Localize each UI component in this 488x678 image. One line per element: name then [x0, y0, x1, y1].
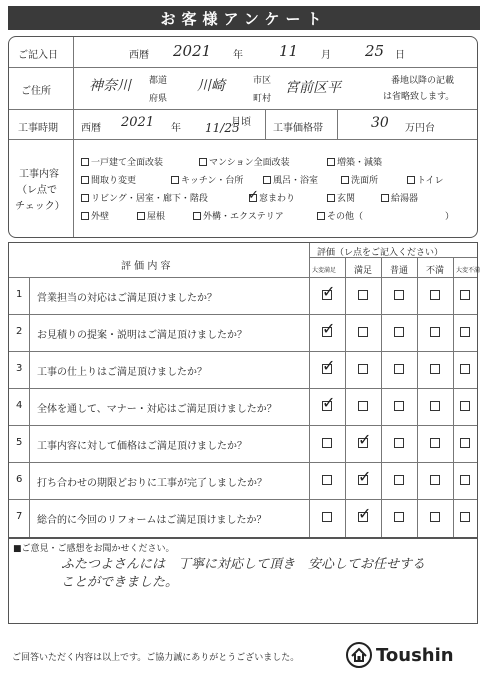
comment-line-1: ふたつよさんには 丁寧に対応して頂き 安心してお任せする	[61, 557, 426, 572]
work-option[interactable]: 屋根	[137, 209, 165, 222]
rating-checkbox[interactable]	[322, 290, 332, 300]
date-era: 西暦	[129, 50, 149, 61]
customer-info-section	[8, 36, 478, 238]
question-number: 6	[16, 474, 23, 485]
rating-checkbox[interactable]	[460, 512, 470, 522]
question-number: 3	[16, 363, 23, 374]
eval-col-header: 不満	[426, 266, 445, 276]
rating-checkbox[interactable]	[322, 512, 332, 522]
period-month-unit: 月頃	[231, 117, 251, 128]
address-city-value: 川崎	[197, 78, 225, 94]
question-text: 営業担当の対応はご満足頂けましたか？	[37, 293, 217, 304]
rating-checkbox[interactable]	[460, 475, 470, 485]
rating-checkbox[interactable]	[460, 401, 470, 411]
work-option[interactable]: 外壁	[81, 209, 109, 222]
rating-checkbox[interactable]	[460, 438, 470, 448]
work-option[interactable]: リビング・居室・廊下・階段	[81, 191, 208, 204]
rating-checkbox[interactable]	[394, 401, 404, 411]
period-label: 工事時期	[18, 123, 58, 134]
period-year-value: 2021	[121, 115, 155, 130]
work-option[interactable]: 玄関	[327, 191, 355, 204]
period-month-value: 11/25	[205, 121, 240, 135]
rating-checkbox[interactable]	[394, 364, 404, 374]
rating-checkbox[interactable]	[460, 290, 470, 300]
rating-checkbox[interactable]	[430, 475, 440, 485]
work-option[interactable]: 間取り変更	[81, 173, 136, 186]
rating-checkbox[interactable]	[322, 438, 332, 448]
rating-checkbox[interactable]	[430, 401, 440, 411]
rating-checkbox[interactable]	[358, 438, 368, 448]
comment-label: ■ご意見・ご感想をお聞かせください。	[13, 544, 175, 554]
eval-col-header: 大変満足	[312, 267, 337, 274]
rating-checkbox[interactable]	[430, 364, 440, 374]
address-city-unit-top: 市区	[253, 76, 272, 86]
eval-header-eval: 評価（レ点をご記入ください）	[317, 248, 444, 258]
question-text: 工事内容に対して価格はご満足頂けましたか？	[37, 441, 247, 452]
rating-checkbox[interactable]	[430, 512, 440, 522]
question-number: 1	[16, 289, 23, 300]
work-label-line3: チェック）	[15, 201, 65, 212]
address-note-line2: は省略致します。	[383, 92, 455, 102]
work-option[interactable]: 風呂・浴室	[263, 173, 318, 186]
eval-col-header: 満足	[354, 266, 373, 276]
rating-checkbox[interactable]	[430, 438, 440, 448]
rating-checkbox[interactable]	[394, 327, 404, 337]
rating-checkbox[interactable]	[394, 290, 404, 300]
page-title: お客様アンケート	[8, 6, 480, 30]
period-era: 西暦	[81, 123, 101, 134]
question-text: 総合的に今回のリフォームはご満足頂けましたか？	[37, 515, 267, 526]
price-unit: 万円台	[405, 123, 435, 134]
rating-checkbox[interactable]	[394, 438, 404, 448]
footer-text: ご回答いただく内容は以上です。ご協力誠にありがとうございました。	[12, 653, 300, 663]
work-option[interactable]: トイレ	[407, 173, 444, 186]
address-label: ご住所	[21, 86, 51, 97]
question-number: 5	[16, 437, 23, 448]
period-year-unit: 年	[171, 123, 181, 134]
work-label-line2: （レ点で	[17, 185, 57, 196]
work-other-close: ）	[445, 212, 455, 222]
address-town-value: 宮前区平	[285, 80, 341, 96]
date-day-value: 25	[365, 42, 385, 60]
rating-checkbox[interactable]	[460, 327, 470, 337]
work-option[interactable]: 外構・エクステリア	[193, 209, 284, 222]
rating-checkbox[interactable]	[322, 327, 332, 337]
date-label: ご記入日	[18, 50, 58, 61]
brand-logo	[346, 642, 454, 668]
rating-checkbox[interactable]	[430, 327, 440, 337]
house-logo-icon	[346, 642, 372, 668]
question-text: お見積りの提案・説明はご満足頂けましたか？	[37, 330, 247, 341]
rating-checkbox[interactable]	[358, 475, 368, 485]
date-month-unit: 月	[321, 50, 331, 61]
question-text: 工事の仕上りはご満足頂けましたか？	[37, 367, 207, 378]
question-number: 2	[16, 326, 23, 337]
question-text: 打ち合わせの期限どおりに工事が完了しましたか？	[37, 478, 267, 489]
rating-checkbox[interactable]	[358, 290, 368, 300]
brand-name: Toushin	[376, 644, 454, 666]
comment-line-2: ことができました。	[61, 575, 179, 590]
rating-checkbox[interactable]	[322, 364, 332, 374]
work-option-checked[interactable]: ✓ 窓まわり	[249, 191, 295, 204]
eval-col-header: 普通	[390, 266, 409, 276]
work-option[interactable]: キッチン・台所	[171, 173, 243, 186]
eval-col-header: 大変不満	[456, 267, 481, 274]
work-label-line1: 工事内容	[19, 169, 59, 180]
rating-checkbox[interactable]	[430, 290, 440, 300]
rating-checkbox[interactable]	[358, 401, 368, 411]
address-pref-value: 神奈川	[89, 78, 131, 94]
rating-checkbox[interactable]	[322, 401, 332, 411]
rating-checkbox[interactable]	[394, 475, 404, 485]
address-pref-unit-top: 都道	[149, 76, 168, 86]
rating-checkbox[interactable]	[394, 512, 404, 522]
work-option[interactable]: 給湯器	[381, 191, 418, 204]
price-label: 工事価格帯	[273, 123, 323, 134]
rating-checkbox[interactable]	[322, 475, 332, 485]
address-pref-unit-bottom: 府県	[149, 94, 168, 104]
address-note-line1: 番地以降の記載	[391, 76, 455, 86]
work-option[interactable]: その他（	[317, 209, 363, 222]
work-option[interactable]: 洗面所	[341, 173, 378, 186]
question-number: 4	[16, 400, 23, 411]
rating-checkbox[interactable]	[460, 364, 470, 374]
work-option[interactable]: マンション全面改装	[199, 155, 290, 168]
rating-checkbox[interactable]	[358, 364, 368, 374]
address-city-unit-bottom: 町村	[253, 94, 272, 104]
evaluation-table	[8, 242, 481, 538]
price-value: 30	[371, 115, 389, 131]
eval-header-content: 評 価 内 容	[121, 261, 171, 272]
comment-section	[8, 538, 478, 624]
date-month-value: 11	[279, 42, 299, 60]
date-day-unit: 日	[395, 50, 405, 61]
work-option[interactable]: 一戸建て全面改装	[81, 155, 163, 168]
rating-checkbox[interactable]	[358, 327, 368, 337]
question-number: 7	[16, 511, 23, 522]
date-year-value: 2021	[173, 42, 212, 60]
work-option[interactable]: 増築・減築	[327, 155, 382, 168]
date-year-unit: 年	[233, 50, 243, 61]
question-text: 全体を通して、マナー・対応はご満足頂けましたか？	[37, 404, 277, 415]
rating-checkbox[interactable]	[358, 512, 368, 522]
